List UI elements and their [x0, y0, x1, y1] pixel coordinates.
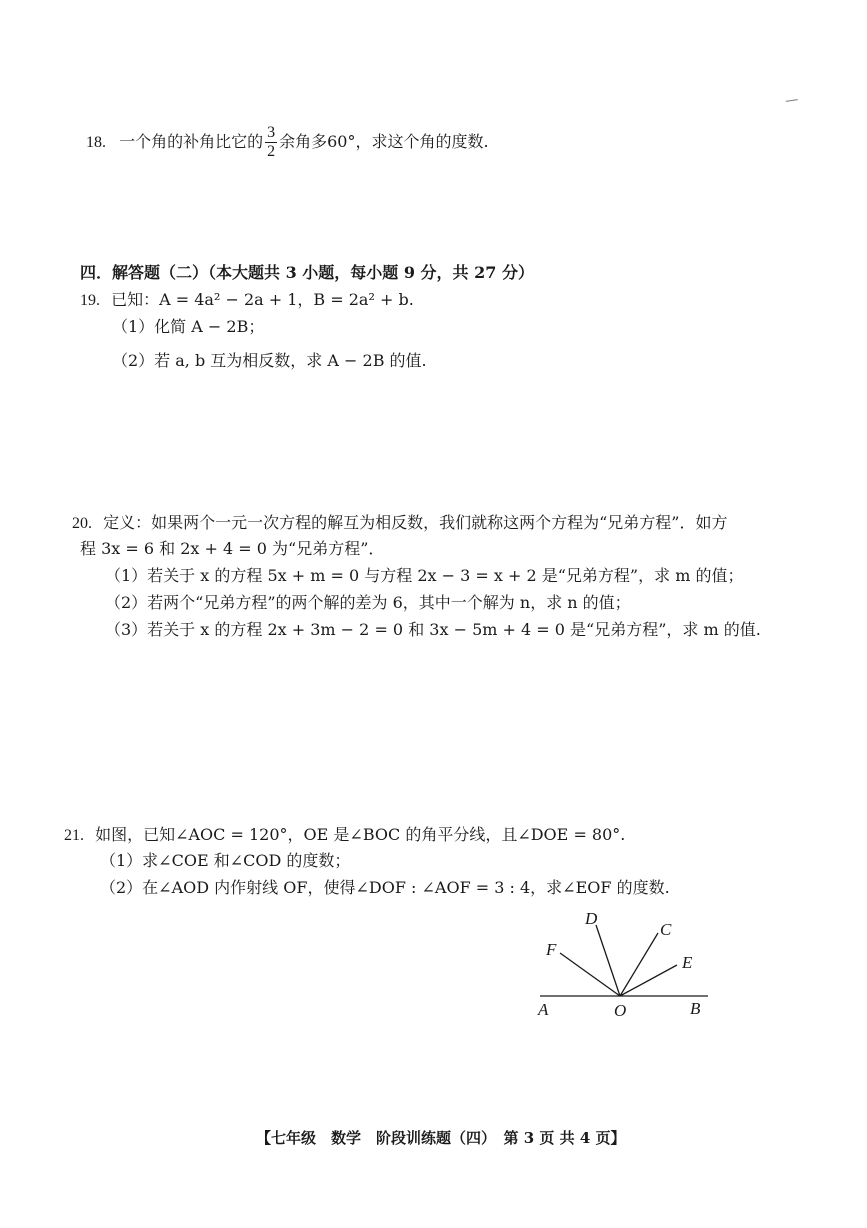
section-4-title: 四．解答题（二）（本大题共 3 小题，每小题 9 分，共 27 分） [80, 263, 534, 282]
label-b: B [690, 999, 701, 1018]
ray-of [560, 953, 620, 996]
ray-od [596, 925, 620, 996]
label-a: A [538, 1000, 549, 1019]
q20-part-3: （3）若关于 x 的方程 2x + 3m − 2 = 0 和 3x − 5m + 4 = 0 是“兄弟方程”，求 m 的值. [105, 620, 761, 639]
q18-fraction [265, 124, 277, 161]
q20-definition-line-2: 程 3x = 6 和 2x + 4 = 0 为“兄弟方程”． [80, 539, 385, 558]
q20-number: 20. [72, 515, 92, 532]
ray-oc [620, 933, 658, 996]
question-19 [80, 289, 414, 312]
q19-given: 已知：A = 4a² − 2a + 1，B = 2a² + b. [111, 290, 414, 309]
question-18 [86, 124, 489, 161]
scan-speck [786, 99, 798, 105]
q20-definition-line-1: 定义：如果两个一元一次方程的解互为相反数，我们就称这两个方程为“兄弟方程”．如方 [103, 513, 728, 532]
label-o: O [614, 1001, 627, 1020]
label-d: D [585, 909, 598, 928]
q20-part-1: （1）若关于 x 的方程 5x + m = 0 与方程 2x − 3 = x + 2 是“兄弟方程”，求 m 的值； [105, 566, 744, 585]
q21-number: 21. [64, 827, 84, 844]
question-20 [72, 512, 727, 535]
q21-part-1: （1）求∠COE 和∠COD 的度数； [100, 851, 351, 870]
page-footer: 【七年级 数学 阶段训练题（四） 第 3 页 共 4 页】 [256, 1129, 626, 1147]
q19-part-1: （1）化简 A − 2B； [112, 317, 265, 336]
question-21 [64, 824, 625, 847]
label-e: E [682, 953, 693, 972]
q18-text-before: 一个角的补角比它的 [119, 132, 264, 151]
q18-text-after: 余角多60°，求这个角的度数. [279, 132, 489, 151]
q18-frac-numerator: 3 [267, 124, 276, 141]
label-f: F [546, 940, 557, 959]
q20-part-2: （2）若两个“兄弟方程”的两个解的差为 6，其中一个解为 n，求 n 的值； [105, 593, 631, 612]
q19-number: 19. [80, 292, 100, 309]
q21-given: 如图，已知∠AOC = 120°，OE 是∠BOC 的角平分线，且∠DOE = 80°. [95, 825, 626, 844]
q21-part-2: （2）在∠AOD 内作射线 OF，使得∠DOF : ∠AOF = 3 : 4，求∠EOF 的度数. [100, 878, 670, 897]
q19-part-2: （2）若 a, b 互为相反数，求 A − 2B 的值. [112, 351, 427, 370]
q18-number: 18. [86, 134, 106, 151]
label-c: C [660, 920, 672, 939]
angle-figure [530, 905, 720, 1025]
ray-oe [620, 965, 677, 996]
q18-frac-denominator: 2 [267, 143, 276, 160]
